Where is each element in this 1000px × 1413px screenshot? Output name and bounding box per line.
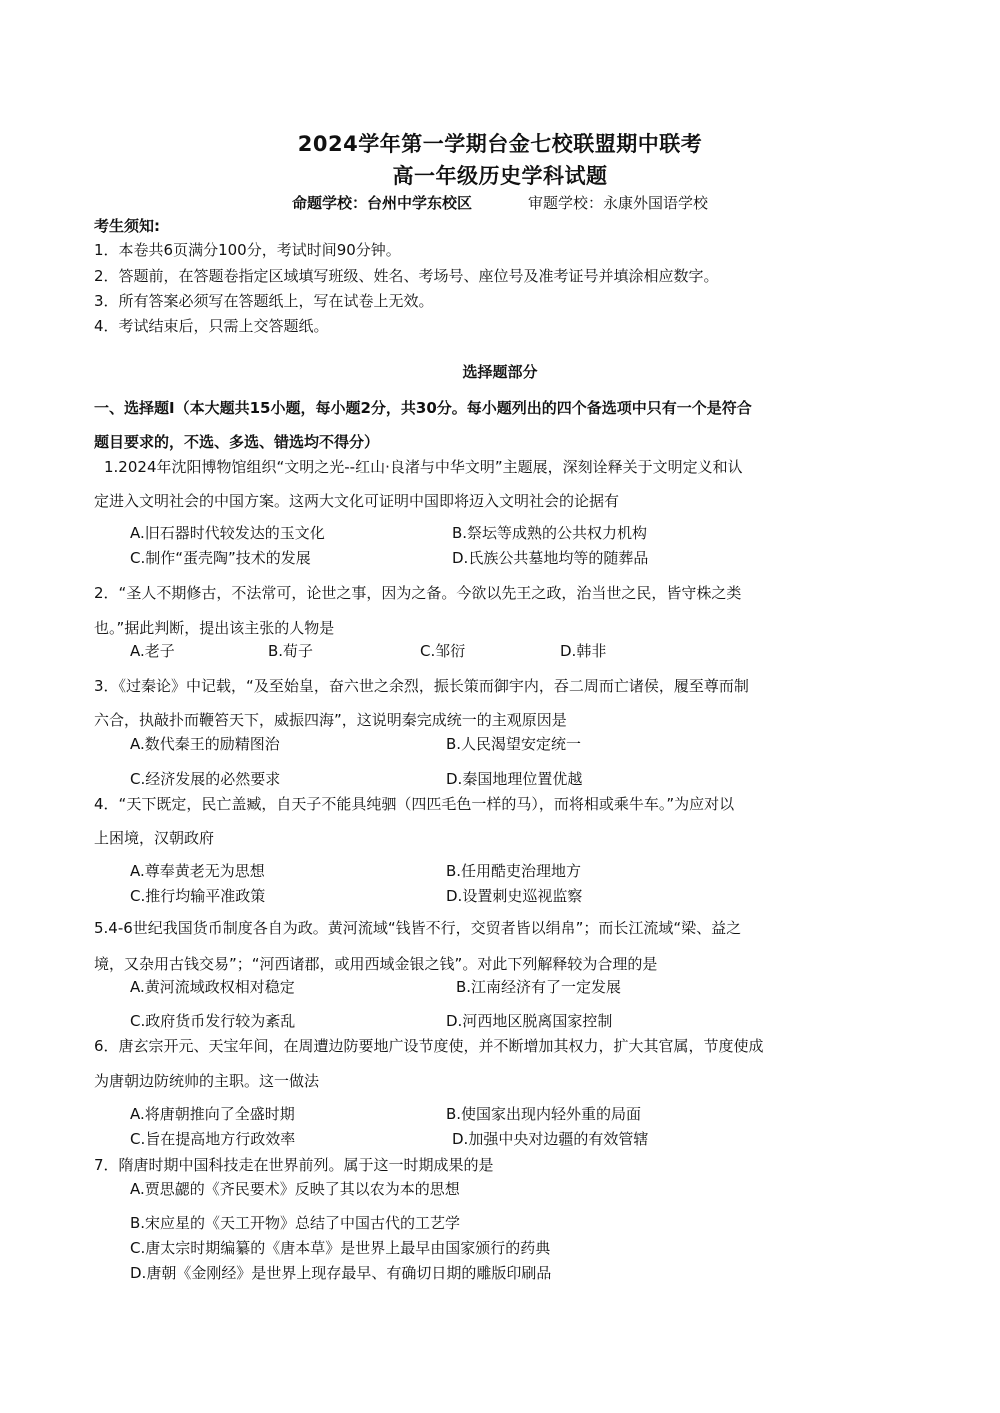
notice-item: 1．本卷共6页满分100分，考试时间90分钟。 [94,241,401,259]
question-stem: 六合，执敲扑而鞭笞天下，威振四海”，这说明秦完成统一的主观原因是 [94,711,567,729]
question-stem: 7．隋唐时期中国科技走在世界前列。属于这一时期成果的是 [94,1156,494,1174]
notice-item: 3．所有答案必须写在答题纸上，写在试卷上无效。 [94,292,434,310]
option-c: C.旨在提高地方行政效率 [130,1130,296,1148]
proposing-school: 命题学校：台州中学东校区 [291,194,472,212]
option-d: D.韩非 [560,642,607,660]
exam-title: 2024学年第一学期台金七校联盟期中联考 [297,132,703,156]
notice-item: 2．答题前，在答题卷指定区域填写班级、姓名、考场号、座位号及准考证号并填涂相应数字。 [94,267,719,285]
section-instruction: 一、选择题Ⅰ（本大题共15小题，每小题2分，共30分。每小题列出的四个备选项中只有一个是符合 [94,399,752,417]
question-stem: 6．唐玄宗开元、天宝年间，在周遭边防要地广设节度使，并不断增加其权力，扩大其官属，节度使成 [94,1037,764,1055]
option-c: C.政府货币发行较为紊乱 [130,1012,296,1030]
question-stem: 境，又杂用古钱交易”；“河西诸郡，或用西域金银之钱”。对此下列解释较为合理的是 [94,955,658,973]
option-c: C.经济发展的必然要求 [130,770,281,788]
notice-heading: 考生须知: [94,217,160,235]
option-d: D.设置刺史巡视监察 [446,887,583,905]
section-title: 选择题部分 [462,363,538,381]
option-c: C.唐太宗时期编纂的《唐本草》是世界上最早由国家颁行的药典 [130,1239,551,1257]
question-stem: 3．《过秦论》中记载，“及至始皇，奋六世之余烈，振长策而御宇内，吞二周而亡诸侯，履至尊而制 [94,677,749,695]
option-d: D.加强中央对边疆的有效管辖 [452,1130,649,1148]
question-stem: 定进入文明社会的中国方案。这两大文化可证明中国即将迈入文明社会的论据有 [94,492,620,510]
question-stem: 上困境，汉朝政府 [94,829,215,847]
option-a: A.数代秦王的励精图治 [130,735,280,753]
option-c: C.制作“蛋壳陶”技术的发展 [130,549,311,567]
notice-item: 4．考试结束后，只需上交答题纸。 [94,317,329,335]
question-stem: 1.2024年沈阳博物馆组织“文明之光--红山·良渚与中华文明”主题展，深刻诠释关于文明定义和认 [104,458,743,476]
option-b: B.荀子 [268,642,314,660]
reviewing-school: 审题学校：永康外国语学校 [528,194,709,212]
question-stem: 也。”据此判断，提出该主张的人物是 [94,619,335,637]
question-stem: 4．“天下既定，民亡盖臧，自天子不能具纯驷（四匹毛色一样的马），而将相或乘牛车。”为应对以 [94,795,735,813]
option-b: B.江南经济有了一定发展 [456,978,622,996]
school-info [0,192,1000,213]
option-d: D.唐朝《金刚经》是世界上现存最早、有确切日期的雕版印刷品 [130,1264,552,1282]
option-d: D.氏族公共墓地均等的随葬品 [452,549,649,567]
option-a: A.将唐朝推向了全盛时期 [130,1105,295,1123]
option-c: C.推行均输平准政策 [130,887,266,905]
question-stem: 为唐朝边防统帅的主职。这一做法 [94,1072,320,1090]
option-d: D.河西地区脱离国家控制 [446,1012,613,1030]
option-b: B.祭坛等成熟的公共权力机构 [452,524,648,542]
option-a: A.老子 [130,642,175,660]
option-b: B.人民渴望安定统一 [446,735,582,753]
option-a: A.黄河流域政权相对稳定 [130,978,295,996]
option-c: C.邹衍 [420,642,466,660]
question-stem: 2．“圣人不期修古，不法常可，论世之事，因为之备。今欲以先王之政，治当世之民，皆守株之类 [94,584,742,602]
option-a: A.旧石器时代较发达的玉文化 [130,524,325,542]
section-instruction: 题目要求的，不选、多选、错选均不得分） [94,433,380,451]
option-b: B.任用酷吏治理地方 [446,862,582,880]
question-stem: 5.4-6世纪我国货币制度各自为政。黄河流域“钱皆不行，交贸者皆以绢帛”；而长江流域“梁、益之 [94,919,742,937]
exam-subtitle: 高一年级历史学科试题 [392,164,608,188]
option-a: A.贾思勰的《齐民要术》反映了其以农为本的思想 [130,1180,460,1198]
option-d: D.秦国地理位置优越 [446,770,583,788]
option-b: B.宋应星的《天工开物》总结了中国古代的工艺学 [130,1214,461,1232]
option-b: B.使国家出现内轻外重的局面 [446,1105,642,1123]
option-a: A.尊奉黄老无为思想 [130,862,265,880]
